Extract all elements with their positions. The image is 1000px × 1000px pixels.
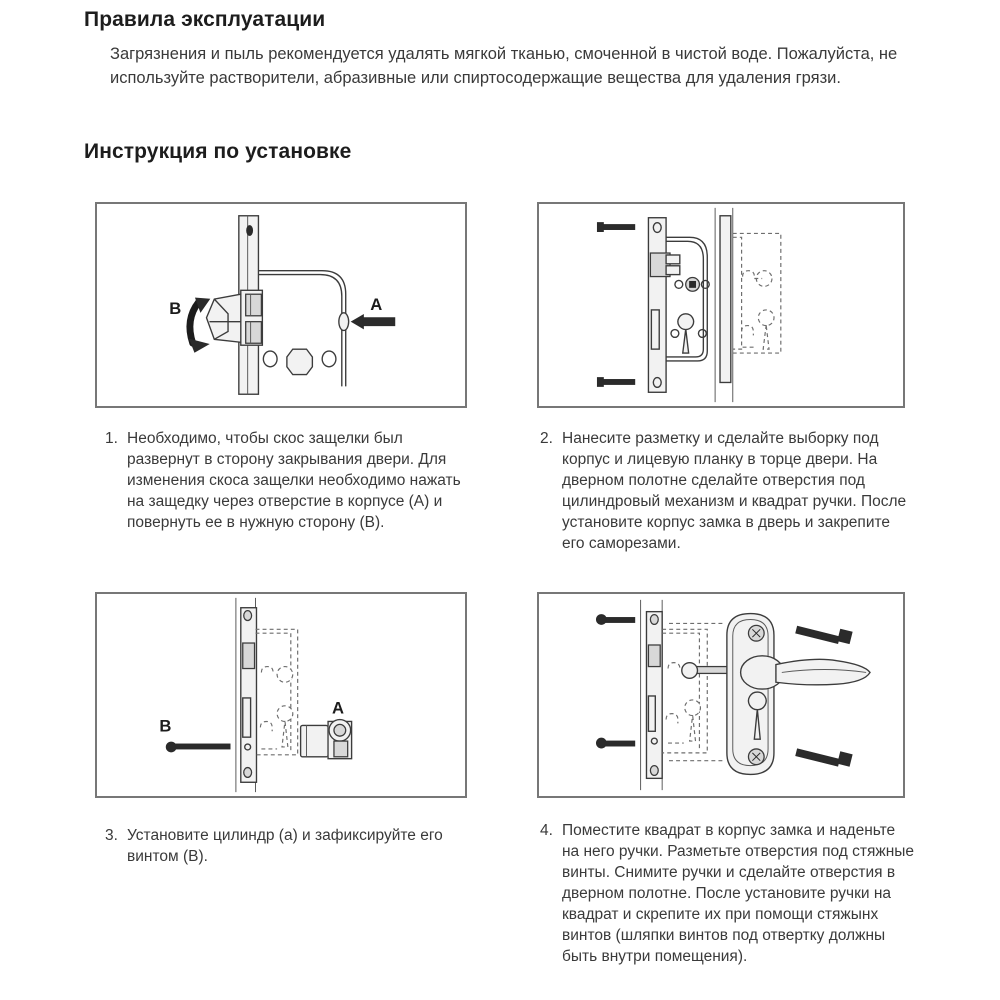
step-body-3: Установите цилиндр (a) и зафиксируйте его винтом (B). [127, 827, 443, 865]
figure-panel-step-2 [537, 202, 905, 408]
tie-bolt-bottom [796, 749, 852, 766]
step-body-1: Необходимо, чтобы скос защелки был развернут в сторону закрывания двери. Для изменения скоса защелки необходимо нажать на защедку через отверстие в корпусе (A) и повернуть ее в нужную сторону (B). [127, 430, 461, 531]
diagram-latch-orientation [97, 204, 465, 406]
step-body-2: Нанесите разметку и сделайте выборку под корпус и лицевую планку в торце двери. На дверном полотне сделайте отверстия под цилиндровый механизм и квадрат ручки. После установите корпус замка в дверь и закрепите его саморезами. [562, 430, 907, 552]
label-b: B [169, 298, 182, 318]
figure-panel-step-4 [537, 592, 905, 798]
step-text-4 [540, 820, 915, 967]
care-paragraph: Загрязнения и пыль рекомендуется удалять мягкой тканью, смоченной в чистой воде. Пожалуйста, не используйте растворители, абразивные или спиртосодержащие вещества для удаления грязи. [110, 45, 898, 87]
step-number-2: 2. [540, 430, 553, 447]
diagram-lock-body-mortise [539, 204, 903, 406]
label-b: B [159, 716, 172, 736]
screw-bottom [597, 378, 634, 387]
screw-faceplate-top [596, 615, 634, 625]
label-a: A [370, 294, 383, 314]
step-text-2 [540, 428, 915, 554]
figure-panel-step-3 [95, 592, 467, 798]
step-body-4: Поместите квадрат в корпус замка и наденьте на него ручки. Разметьте отверстия под стяжные винты. Снимите ручки и сделайте отверстия в дверном полотне. После установите ручки на квадрат и скрепите их при помощи стяжынх винтов (шляпки винтов под отвертку должны быть внутри помещения). [562, 822, 915, 965]
step-text-3 [105, 825, 480, 867]
step-number-1: 1. [105, 430, 118, 447]
page-title-care: Правила эксплуатации [84, 8, 326, 31]
fixing-screw [166, 742, 230, 752]
cylinder-part [301, 720, 352, 759]
step-number-3: 3. [105, 827, 118, 844]
diagram-handle-install [539, 594, 903, 796]
page-title-install: Инструкция по установке [84, 140, 352, 163]
label-a: A [331, 698, 345, 718]
step-text-1 [105, 428, 480, 533]
figure-panel-step-1 [95, 202, 467, 408]
screw-top [597, 223, 634, 232]
diagram-cylinder-install [97, 594, 465, 796]
arrow-a [352, 315, 395, 329]
arrow-b-rotation [190, 298, 210, 352]
screw-faceplate-bottom [596, 738, 634, 748]
step-number-4: 4. [540, 822, 553, 839]
tie-bolt-top [796, 626, 852, 643]
